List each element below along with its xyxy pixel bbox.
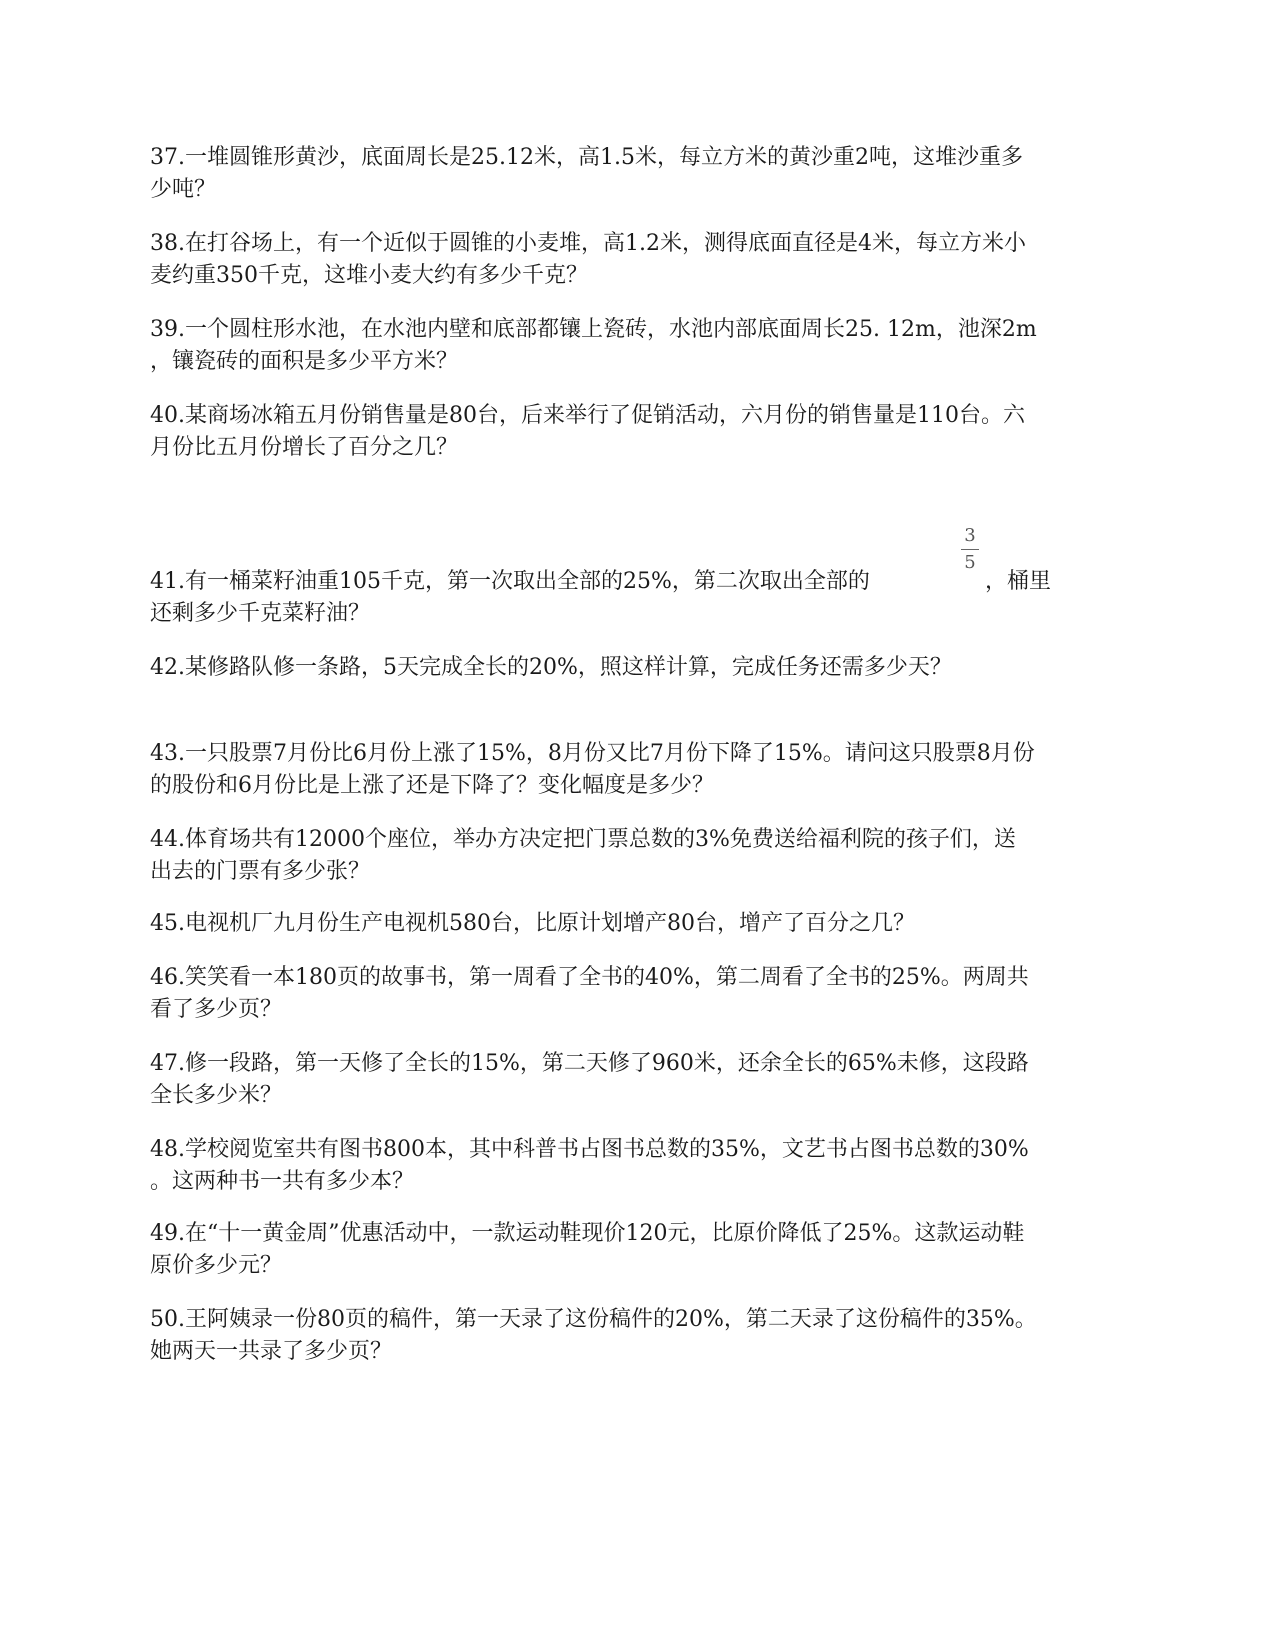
- problem-37: [150, 142, 1125, 206]
- fraction-numerator: 3: [964, 525, 976, 546]
- problem-38: [150, 228, 1125, 292]
- problem-39-line-2: ，镶瓷砖的面积是多少平方米？: [150, 349, 459, 374]
- problem-50: [150, 1304, 1125, 1368]
- problem-44-line-1: 44.体育场共有12000个座位，举办方决定把门票总数的3%免费送给福利院的孩子们，送: [150, 827, 1016, 852]
- problem-47-line-1: 47.修一段路，第一天修了全长的15%，第二天修了960米，还余全长的65%未修，这段路: [150, 1051, 1029, 1076]
- fraction-bar: [961, 549, 979, 550]
- problem-41-line-2: 还剩多少千克菜籽油？: [150, 601, 371, 626]
- fraction-three-fifths: [955, 525, 985, 574]
- problem-39-line-1: 39.一个圆柱形水池，在水池内壁和底部都镶上瓷砖，水池内部底面周长25. 12m，池深2m: [150, 317, 1037, 342]
- problem-41-line-1-tail: ，桶里: [985, 569, 1052, 594]
- problem-45: [150, 908, 1125, 940]
- problem-39: [150, 314, 1125, 378]
- problem-46-line-1: 46.笑笑看一本180页的故事书，第一周看了全书的40%，第二周看了全书的25%。两周共: [150, 965, 1029, 990]
- problem-44-line-2: 出去的门票有多少张？: [150, 859, 371, 884]
- problem-46: [150, 962, 1125, 1026]
- problem-43: [150, 738, 1125, 802]
- problem-40-line-1: 40.某商场冰箱五月份销售量是80台，后来举行了促销活动，六月份的销售量是110台。六: [150, 403, 1025, 428]
- problem-50-line-1: 50.王阿姨录一份80页的稿件，第一天录了这份稿件的20%，第二天录了这份稿件的35%。: [150, 1307, 1037, 1332]
- problem-41: [150, 566, 1125, 630]
- problem-38-line-2: 麦约重350千克，这堆小麦大约有多少千克？: [150, 263, 588, 288]
- problem-46-line-2: 看了多少页？: [150, 997, 283, 1022]
- problem-40: [150, 400, 1125, 464]
- problem-43-line-1: 43.一只股票7月份比6月份上涨了15%，8月份又比7月份下降了15%。请问这只股票8月份: [150, 741, 1035, 766]
- problem-38-line-1: 38.在打谷场上，有一个近似于圆锥的小麦堆，高1.2米，测得底面直径是4米，每立方米小: [150, 231, 1026, 256]
- problem-42: [150, 652, 1125, 684]
- problem-44: [150, 824, 1125, 888]
- problem-49-line-1: 49.在“十一黄金周”优惠活动中，一款运动鞋现价120元，比原价降低了25%。这款运动鞋: [150, 1221, 1025, 1246]
- problem-49-line-2: 原价多少元？: [150, 1253, 283, 1278]
- problem-41-line-1-text: 41.有一桶菜籽油重105千克，第一次取出全部的25%，第二次取出全部的: [150, 569, 870, 594]
- problem-43-line-2: 的股份和6月份比是上涨了还是下降了？变化幅度是多少？: [150, 773, 714, 798]
- problem-42-line-1: 42.某修路队修一条路，5天完成全长的20%，照这样计算，完成任务还需多少天？: [150, 655, 952, 680]
- problem-37-line-2: 少吨？: [150, 177, 217, 202]
- problem-37-line-1: 37.一堆圆锥形黄沙，底面周长是25.12米，高1.5米，每立方米的黄沙重2吨，这堆沙重多: [150, 145, 1023, 170]
- problem-48-line-2: 。这两种书一共有多少本？: [150, 1169, 415, 1194]
- problem-48: [150, 1134, 1125, 1198]
- problem-45-line-1: 45.电视机厂九月份生产电视机580台，比原计划增产80台，增产了百分之几？: [150, 911, 915, 936]
- problem-47: [150, 1048, 1125, 1112]
- problem-47-line-2: 全长多少米？: [150, 1083, 283, 1108]
- problem-50-line-2: 她两天一共录了多少页？: [150, 1339, 393, 1364]
- problem-48-line-1: 48.学校阅览室共有图书800本，其中科普书占图书总数的35%，文艺书占图书总数的30%: [150, 1137, 1029, 1162]
- problem-49: [150, 1218, 1125, 1282]
- problem-40-line-2: 月份比五月份增长了百分之几？: [150, 435, 459, 460]
- fraction-denominator: 5: [964, 552, 976, 573]
